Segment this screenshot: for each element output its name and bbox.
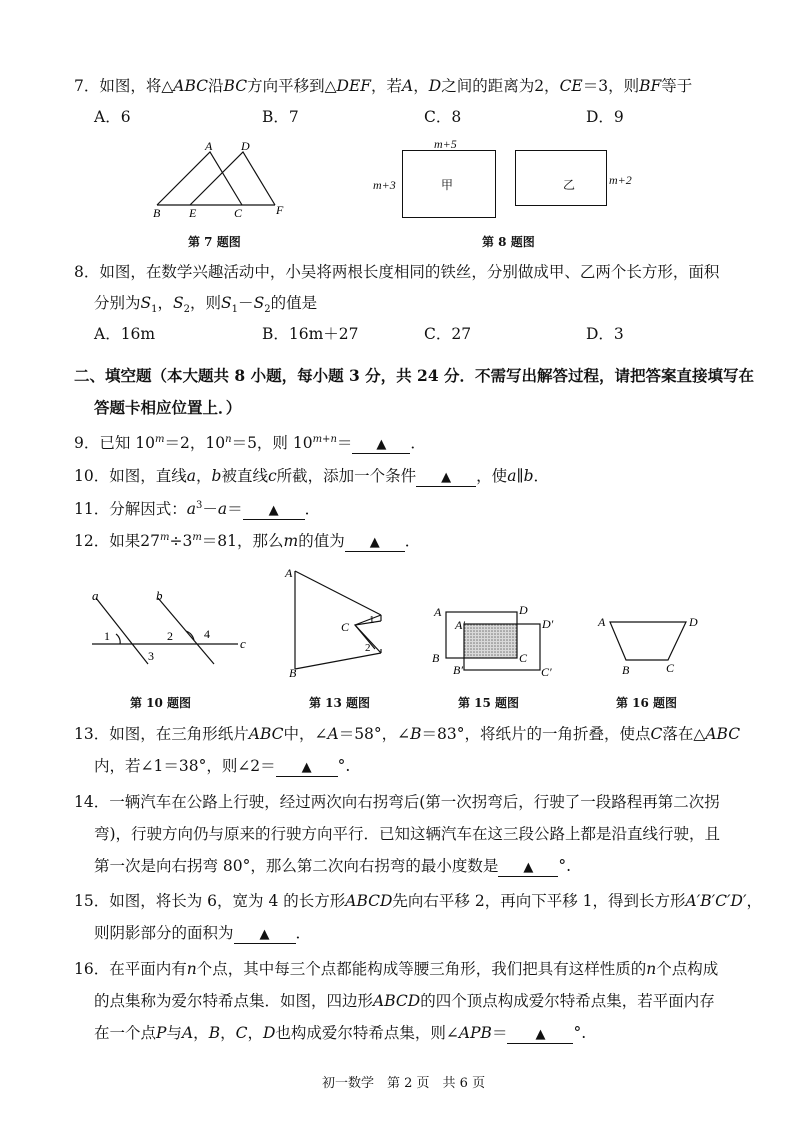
fig7-label-d: D — [241, 139, 250, 153]
fig8-right-label: m+2 — [609, 173, 632, 187]
q8-option-a: A．16m — [94, 325, 156, 343]
section2-heading-2: 答题卡相应位置上．） — [94, 398, 242, 417]
fig13-diagram — [283, 563, 403, 683]
fig7-label-e: E — [189, 206, 197, 220]
fig15-label-b-prime: B′ — [453, 663, 463, 677]
fig13-label-a: A — [285, 566, 293, 580]
fig15-label-d: D — [519, 603, 528, 617]
q9-text: 9．已知 $10^m=2$，$10^n=5$，则 $10^{m+n}=$ ▲ ． — [74, 434, 426, 452]
fig16-label-c: C — [666, 661, 675, 675]
fig8-rect-yi — [515, 150, 607, 206]
fig7-label-f: F — [276, 203, 284, 217]
fig13-label-1: 1 — [369, 614, 375, 626]
fig7-diagram — [145, 138, 295, 220]
fig15-diagram — [428, 600, 573, 680]
q8-line2: 分别为$S_1$，$S_2$，则$S_1-S_2$的值是 — [94, 294, 318, 315]
fig15-label-a: A — [434, 605, 442, 619]
fig10-label-b: b — [156, 588, 163, 603]
fig7-caption: 第 7 题图 — [188, 235, 241, 249]
q7-option-b: B．7 — [262, 108, 299, 126]
q7-text: 7．如图，将△ABC沿BC方向平移到△DEF，若A，D之间的距离为2，CE＝3，则BF等于 — [74, 77, 693, 95]
q13-line2: 内，若∠1＝38°，则∠2＝ ▲ °. — [94, 757, 351, 775]
fig16-label-a: A — [598, 615, 606, 629]
fig15-label-a-prime: A′ — [455, 618, 465, 632]
fig7-label-b: B — [153, 206, 161, 220]
q7-option-d: D．9 — [586, 108, 624, 126]
q7-option-a: A．6 — [94, 108, 131, 126]
fig13-caption: 第 13 题图 — [309, 696, 371, 710]
fig8-jia-label: 甲 — [441, 178, 454, 192]
fig16-label-b: B — [622, 663, 630, 677]
q8-option-b: B．16m＋27 — [262, 325, 359, 343]
fig10-label-a: a — [92, 588, 99, 603]
fig13-label-2: 2 — [365, 642, 371, 654]
q14-line3: 第一次是向右拐弯 80°，那么第二次向右拐弯的最小度数是 ▲ °. — [94, 857, 572, 875]
q14-line1: 14．一辆汽车在公路上行驶，经过两次向右拐弯后(第一次拐弯后，行驶了一段路程再第二次拐 — [74, 793, 720, 811]
fig7-label-a: A — [205, 139, 213, 153]
fig10-label-1: 1 — [104, 629, 110, 643]
fig15-caption: 第 15 题图 — [458, 696, 520, 710]
q11-text: 11．分解因式：$a^3-a=$ ▲ ． — [74, 500, 321, 518]
fig7-label-c: C — [234, 206, 243, 220]
fig16-caption: 第 16 题图 — [616, 696, 678, 710]
q14-line2: 弯)，行驶方向仍与原来的行驶方向平行．已知这辆汽车在这三段公路上都是沿直线行驶，且 — [94, 825, 721, 843]
q7-option-c: C．8 — [424, 108, 462, 126]
fig8-top-label: m+5 — [434, 137, 457, 151]
q16-line2: 的点集称为爱尔特希点集．如图，四边形ABCD的四个顶点构成爱尔特希点集，若平面内存 — [94, 992, 715, 1010]
q15-line1: 15．如图，将长为 6，宽为 4 的长方形ABCD先向右平移 2，再向下平移 1，得到长方形A′B′C′D′， — [74, 892, 762, 910]
q15-line2: 则阴影部分的面积为 ▲ ． — [94, 924, 312, 942]
q16-line3: 在一个点P与A，B，C，D也构成爱尔特希点集，则∠APB＝ ▲ °. — [94, 1024, 587, 1042]
fig10-label-2: 2 — [167, 629, 173, 643]
fig10-caption: 第 10 题图 — [130, 696, 192, 710]
q10-text: 10．如图，直线a，b被直线c所截，添加一个条件 ▲ ，使a∥b． — [74, 467, 550, 485]
q16-line1: 16．在平面内有n个点，其中每三个点都能构成等腰三角形，我们把具有这样性质的n个点构成 — [74, 960, 719, 978]
fig16-label-d: D — [689, 615, 698, 629]
page-footer: 初一数学 第 2 页 共 6 页 — [322, 1076, 486, 1091]
fig15-label-b: B — [432, 651, 440, 665]
q8-option-c: C．27 — [424, 325, 472, 343]
fig13-label-c: C — [341, 620, 350, 634]
section2-heading: 二、填空题（本大题共 8 小题，每小题 3 分，共 24 分．不需写出解答过程，请把答案直接填写在 — [74, 366, 755, 385]
fig8-yi-label: 乙 — [563, 178, 576, 192]
fig15-shaded-overlap — [464, 624, 517, 658]
fig15-label-c-prime: C′ — [541, 665, 552, 679]
fig10-label-4: 4 — [204, 627, 210, 641]
fig15-label-c: C — [519, 651, 528, 665]
q12-text: 12．如果$27^m\div 3^m=81$，那么m的值为 ▲ ． — [74, 532, 421, 550]
q8-line1: 8．如图，在数学兴趣活动中，小吴将两根长度相同的铁丝，分别做成甲、乙两个长方形，面积 — [74, 263, 720, 281]
fig10-label-3: 3 — [148, 649, 154, 663]
fig16-diagram — [596, 610, 711, 680]
fig8-caption: 第 8 题图 — [482, 235, 535, 249]
fig15-label-d-prime: D′ — [542, 617, 554, 631]
fig10-diagram — [86, 588, 256, 668]
fig13-label-b: B — [289, 666, 297, 680]
fig10-label-c: c — [240, 636, 246, 651]
q8-option-d: D．3 — [586, 325, 624, 343]
fig8-left-label: m+3 — [373, 178, 396, 192]
q13-line1: 13．如图，在三角形纸片ABC中，∠A＝58°，∠B＝83°，将纸片的一角折叠，使点C落在△ABC — [74, 725, 741, 743]
